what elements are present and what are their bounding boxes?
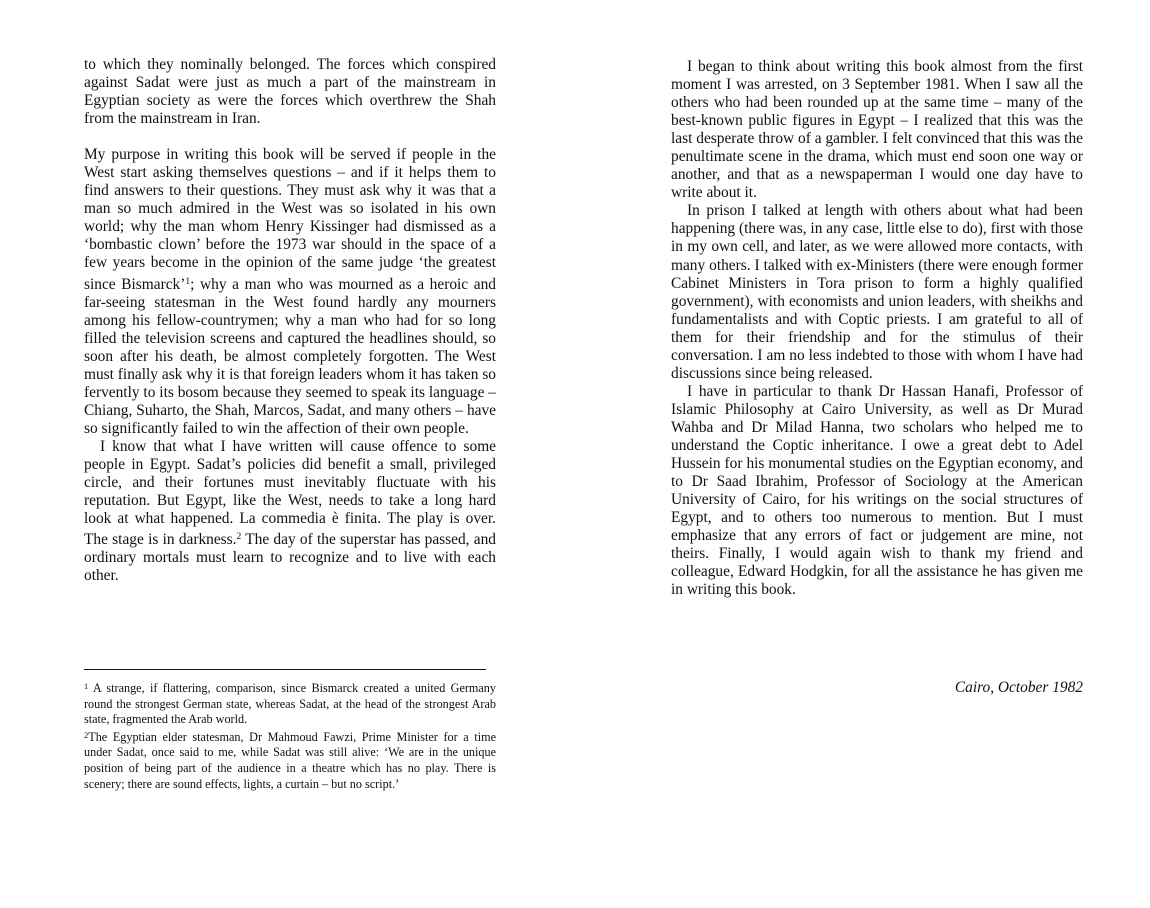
footnote-2 (84, 728, 496, 792)
footnote-ref-2: 2 (236, 532, 242, 543)
left-paragraph-2-continued: ; why a man who was mourned as a heroic and far-seeing statesman in the West found hardly any mourners among his fellow-countrymen; why a man who had for so long filled the television screens and captured the headlines should, so soon after his death, be almost completely forgotten. The West must finally ask why it is that foreign leaders whom it has taken so fervently to its bosom because they seemed to speak its language – Chiang, Suharto, the Shah, Marcos, Sadat, and many others – have so significantly failed to win the affection of their own people. (84, 275, 496, 437)
footnote-2-text: The Egyptian elder statesman, Dr Mahmoud Fawzi, Prime Minister for a time under Sadat, once said to me, while Sadat was still alive: ‘We are in the unique position of being part of the audience in a theatre which has no play. There is scenery; there are sound effects, lights, a curtain – but no script.’ (84, 729, 496, 791)
right-page-body (671, 58, 1083, 599)
footnote-divider (84, 669, 486, 670)
footnotes (84, 679, 496, 792)
left-paragraph-3-continued: The day of the superstar has passed, and ordinary mortals must learn to recognize and to live with each other. (84, 531, 496, 585)
right-paragraph-2: In prison I talked at length with others about what had been happening (there was, in any case, little else to do), first with those in my own cell, and later, as we were allowed more contacts, with many others. I talked with ex-Ministers (there were enough former Cabinet Ministers in Tora prison to form a highly qualified government), with economists and union leaders, with sheikhs and fundamentalists and with Coptic priests. I am grateful to all of them for their friendship and for the stimulus of their conversation. I am no less indebted to those with whom I have had discussions since being released. (671, 202, 1083, 382)
left-paragraph-3 (84, 438, 496, 585)
right-page (671, 0, 1083, 908)
right-paragraph-1: I began to think about writing this book almost from the first moment I was arrested, on 3 September 1981. When I saw all the others who had been rounded up at the same time – many of the best-known public figures in Egypt – I realized that this was the last desperate throw of a gambler. I felt convinced that this was the penultimate scene in the drama, which must end soon one way or another, and that as a newspaperman I would one day have to write about it. (671, 58, 1083, 202)
left-paragraph-2 (84, 146, 496, 438)
left-paragraph-3-text: I know that what I have written will cause offence to some people in Egypt. Sadat’s policies did benefit a small, privileged circle, and their fortunes must inevitably fluctuate with his reputation. But Egypt, like the West, needs to take a long hard look at what happened. La commedia è finita. The play is over. The stage is in darkness. (84, 437, 496, 549)
footnote-1-mark: 1 (84, 681, 89, 691)
footnote-1 (84, 679, 496, 728)
signoff-place-date: Cairo, October 1982 (954, 679, 1083, 696)
right-paragraph-3: I have in particular to thank Dr Hassan Hanafi, Professor of Islamic Philosophy at Cairo University, as well as Dr Murad Wahba and Dr Milad Hanna, two scholars who helped me to understand the Coptic inheritance. I owe a great debt to Adel Hussein for his monumental studies on the Egyptian economy, and to Dr Saad Ibrahim, Professor of Sociology at the American University of Cairo, for his writings on the social structures of Egypt, and to others too numerous to mention. But I must emphasize that any errors of fact or judgement are mine, not theirs. Finally, I would again wish to thank my friend and colleague, Edward Hodgkin, for all the assistance he has given me in writing this book. (671, 382, 1083, 599)
footnote-1-text: A strange, if flattering, comparison, since Bismarck created a united Germany round the strongest German state, whereas Sadat, at the head of the strongest Arab state, fragmented the Arab world. (84, 681, 496, 727)
left-page-body (84, 56, 496, 585)
left-paragraph-1: to which they nominally belonged. The forces which conspired against Sadat were just as much a part of the mainstream in Egyptian society as were the forces which overthrew the Shah from the mainstream in Iran. (84, 56, 496, 128)
footnote-ref-1: 1 (185, 276, 191, 287)
left-page (84, 0, 496, 908)
left-paragraph-2-text: My purpose in writing this book will be served if people in the West start asking themselves questions – and if it helps them to find answers to their questions. They must ask why it was that a man so much admired in the West was so isolated in his own world; why the man whom Henry Kissinger had dismissed as a ‘bombastic clown’ before the 1973 war should in the space of a few years become in the opinion of the same judge ‘the greatest since Bismarck’ (84, 146, 496, 293)
footnote-2-mark: 2 (84, 729, 89, 740)
